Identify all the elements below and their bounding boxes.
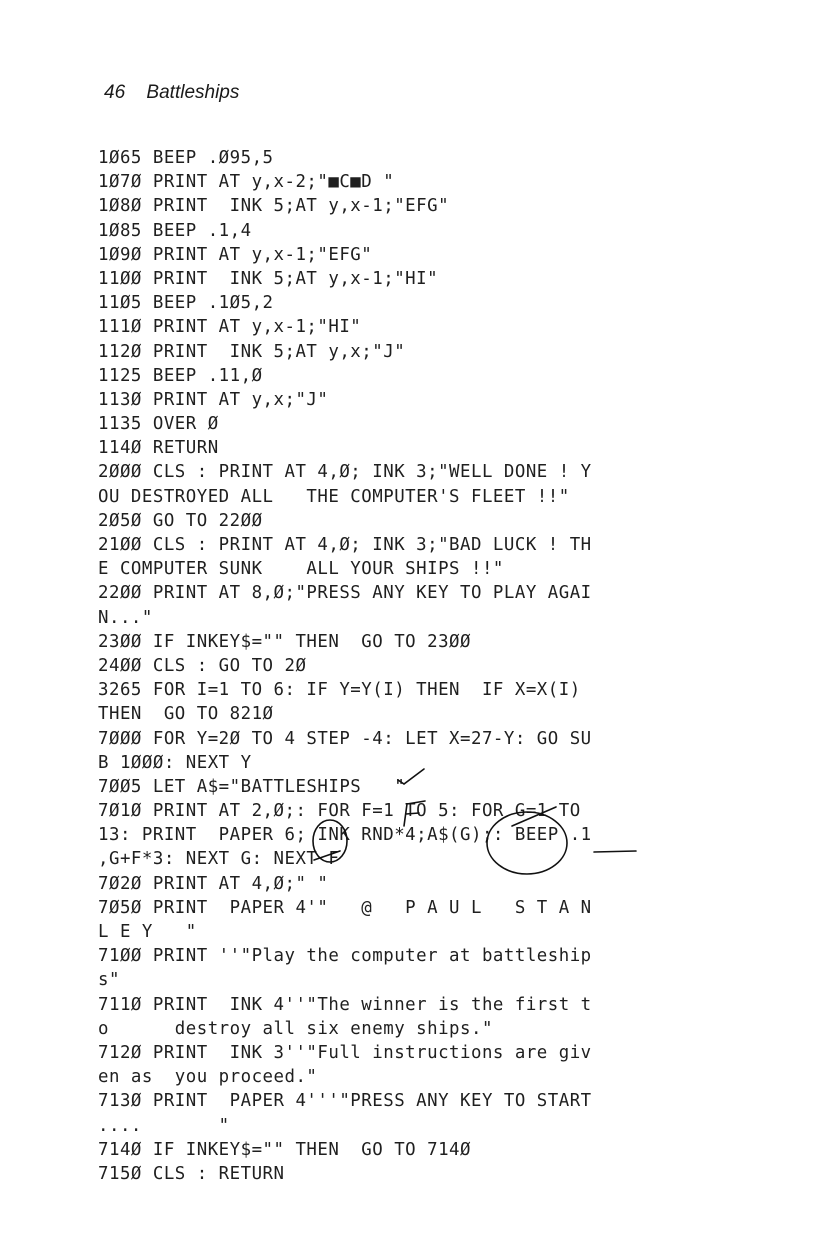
code-line: B 1ØØØ: NEXT Y (98, 752, 252, 773)
code-line: o destroy all six enemy ships." (98, 1018, 493, 1039)
code-line: 712Ø PRINT INK 3''"Full instructions are giv (98, 1042, 592, 1063)
code-line: 7Ø2Ø PRINT AT 4,Ø;" " (98, 873, 329, 894)
code-line: 114Ø RETURN (98, 438, 219, 459)
code-line: 2Ø5Ø GO TO 22ØØ (98, 510, 263, 531)
code-line: 13: PRINT PAPER 6; INK RND*4;A$(G);: BEEP .1 (98, 825, 592, 846)
code-line: 113Ø PRINT AT y,x;"J" (98, 389, 329, 410)
code-line: N..." (98, 607, 153, 628)
code-line: 713Ø PRINT PAPER 4'''"PRESS ANY KEY TO START (98, 1091, 592, 1112)
code-line: ,G+F*3: NEXT G: NEXT F (98, 849, 340, 870)
code-line: s" (98, 970, 120, 991)
code-line: L E Y " (98, 922, 197, 942)
code-line: 711Ø PRINT INK 4''"The winner is the first t (98, 994, 592, 1015)
code-line: 7Ø1Ø PRINT AT 2,Ø;: FOR F=1 TO 5: FOR G=1 TO (98, 801, 581, 822)
code-line: 1135 OVER Ø (98, 414, 219, 435)
code-line: 1Ø85 BEEP .1,4 (98, 220, 252, 241)
code-line: 1Ø7Ø PRINT AT y,x-2;"■C■D " (98, 172, 395, 193)
code-line: 24ØØ CLS : GO TO 2Ø (98, 655, 307, 676)
code-line: 71ØØ PRINT ''"Play the computer at battleship (98, 946, 592, 967)
code-line: 715Ø CLS : RETURN (98, 1163, 285, 1184)
code-line: THEN GO TO 821Ø (98, 704, 274, 725)
code-line: 1Ø8Ø PRINT INK 5;AT y,x-1;"EFG" (98, 196, 450, 217)
code-line: 112Ø PRINT INK 5;AT y,x;"J" (98, 341, 406, 362)
code-line: E COMPUTER SUNK ALL YOUR SHIPS !!" (98, 559, 504, 580)
code-line: 7ØØ5 LET A$="BATTLESHIPS " (98, 776, 406, 797)
code-line: en as you proceed." (98, 1067, 318, 1088)
code-line: .... " (98, 1115, 230, 1136)
code-line: 11ØØ PRINT INK 5;AT y,x-1;"HI" (98, 268, 439, 289)
code-line: 1125 BEEP .11,Ø (98, 365, 263, 386)
program-listing (98, 146, 818, 1186)
code-line: 1Ø9Ø PRINT AT y,x-1;"EFG" (98, 244, 373, 265)
code-line: OU DESTROYED ALL THE COMPUTER'S FLEET !!" (98, 486, 570, 507)
page-title: Battleships (146, 82, 240, 103)
code-line: 23ØØ IF INKEY$="" THEN GO TO 23ØØ (98, 631, 471, 652)
code-line: 111Ø PRINT AT y,x-1;"HI" (98, 317, 362, 338)
code-line: 1Ø65 BEEP .Ø95,5 (98, 148, 274, 168)
code-line: 22ØØ PRINT AT 8,Ø;"PRESS ANY KEY TO PLAY AGAI (98, 583, 592, 604)
page-number: 46 (104, 82, 126, 103)
code-line: 2ØØØ CLS : PRINT AT 4,Ø; INK 3;"WELL DONE ! Y (98, 462, 592, 483)
code-line: 11Ø5 BEEP .1Ø5,2 (98, 293, 274, 314)
code-line: 3265 FOR I=1 TO 6: IF Y=Y(I) THEN IF X=X(I) (98, 680, 581, 701)
code-line: 7ØØØ FOR Y=2Ø TO 4 STEP -4: LET X=27-Y: GO SU (98, 728, 592, 749)
code-line: 7Ø5Ø PRINT PAPER 4'" @ P A U L S T A N (98, 897, 592, 918)
code-line: 714Ø IF INKEY$="" THEN GO TO 714Ø (98, 1139, 471, 1160)
page-header (104, 82, 239, 104)
code-line: 21ØØ CLS : PRINT AT 4,Ø; INK 3;"BAD LUCK ! TH (98, 535, 592, 555)
